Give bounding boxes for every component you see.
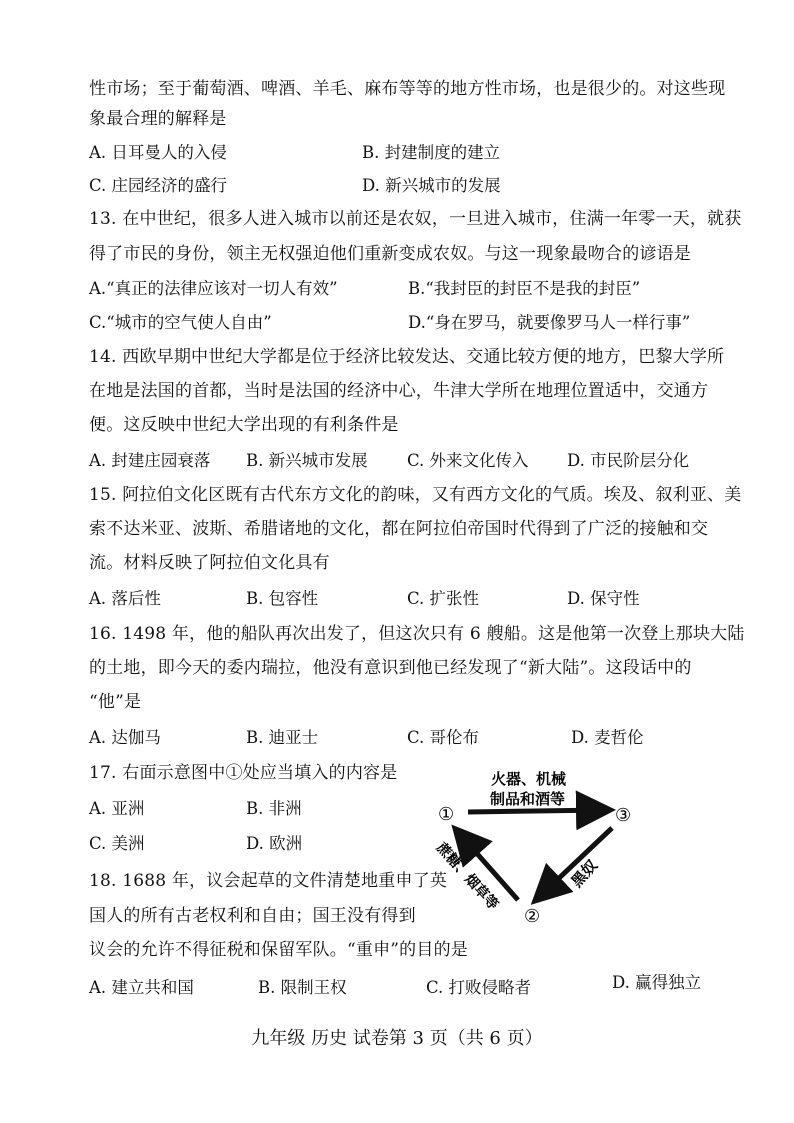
q15-line-1: 15. 阿拉伯文化区既有古代东方文化的韵味，又有西方文化的气质。埃及、叙利亚、美 (89, 485, 742, 505)
q16-line-1: 16. 1498 年，他的船队再次出发了，但这次只有 6 艘船。这是他第一次登上那块大陆 (89, 624, 745, 644)
page-footer: 九年级 历史 试卷第 3 页（共 6 页） (251, 1028, 543, 1049)
q14-option-a: A. 封建庄园衰落 (89, 451, 211, 470)
q15-line-3: 流。材料反映了阿拉伯文化具有 (89, 553, 330, 573)
q12-option-c: C. 庄园经济的盛行 (89, 176, 228, 195)
node-1-label: ① (438, 804, 455, 825)
q15-option-c: C. 扩张性 (407, 589, 480, 608)
triangle-trade-diagram (426, 762, 656, 932)
q18-option-c: C. 打败侵略者 (426, 978, 532, 997)
q15-line-2: 索不达米亚、波斯、希腊诸地的文化，都在阿拉伯帝国时代得到了广泛的接触和交 (89, 519, 709, 539)
q15-option-a: A. 落后性 (89, 589, 161, 608)
q18-option-a: A. 建立共和国 (89, 978, 194, 997)
q12-line-2: 象最合理的解释是 (89, 109, 227, 129)
q12-option-a: A. 日耳曼人的入侵 (89, 143, 227, 162)
right-arrow-label: 黑奴 (567, 856, 602, 891)
q15-option-d: D. 保守性 (567, 589, 640, 608)
q13-option-c: C.“城市的空气使人自由” (89, 313, 272, 332)
q14-line-2: 在地是法国的首都，当时是法国的经济中心，牛津大学所在地理位置适中，交通方 (89, 381, 709, 401)
arrow-1-to-3 (468, 810, 606, 812)
left-arrow-label: 蔗糖、烟草等 (433, 839, 502, 914)
q13-line-2: 得了市民的身份，领主无权强迫他们重新变成农奴。与这一现象最吻合的谚语是 (89, 244, 691, 264)
q13-line-1: 13. 在中世纪，很多人进入城市以前还是农奴，一旦进入城市，住满一年零一天，就获 (89, 209, 742, 229)
q14-option-b: B. 新兴城市发展 (246, 451, 368, 470)
q17-option-c: C. 美洲 (89, 834, 145, 853)
q14-option-c: C. 外来文化传入 (407, 451, 529, 470)
q18-option-d: D. 赢得独立 (612, 973, 702, 992)
q12-option-d: D. 新兴城市的发展 (362, 176, 501, 195)
q13-option-a: A.“真正的法律应该对一切人有效” (89, 279, 338, 298)
q18-option-b: B. 限制王权 (258, 978, 347, 997)
q18-line-1: 18. 1688 年，议会起草的文件清楚地重申了英 (89, 871, 448, 891)
q16-line-2: 的土地，即今天的委内瑞拉，他没有意识到他已经发现了“新大陆”。这段话中的 (89, 658, 692, 678)
q14-line-3: 便。这反映中世纪大学出现的有利条件是 (89, 415, 399, 435)
q12-option-b: B. 封建制度的建立 (362, 143, 501, 162)
q17-option-d: D. 欧洲 (246, 834, 303, 853)
top-arrow-label-2: 制品和酒等 (490, 790, 566, 808)
q13-option-d: D.“身在罗马，就要像罗马人一样行事” (408, 313, 691, 332)
arrow-3-to-2 (538, 828, 612, 898)
q14-line-1: 14. 西欧早期中世纪大学都是位于经济比较发达、交通比较方便的地方，巴黎大学所 (89, 347, 725, 367)
q16-option-a: A. 达伽马 (89, 728, 161, 747)
q18-line-2: 国人的所有古老权利和自由；国王没有得到 (89, 906, 416, 926)
q16-line-3: “他”是 (89, 692, 142, 712)
q16-option-b: B. 迪亚士 (246, 728, 319, 747)
q17-option-b: B. 非洲 (246, 799, 302, 818)
q17-option-a: A. 亚洲 (89, 799, 145, 818)
q16-option-d: D. 麦哲伦 (571, 728, 644, 747)
node-3-label: ③ (615, 805, 632, 826)
q14-option-d: D. 市民阶层分化 (567, 451, 690, 470)
q12-line-1: 性市场；至于葡萄酒、啤酒、羊毛、麻布等等的地方性市场，也是很少的。对这些现 (89, 79, 726, 99)
q17-line-1: 17. 右面示意图中①处应当填入的内容是 (89, 763, 398, 783)
node-2-label: ② (524, 906, 541, 927)
q16-option-c: C. 哥伦布 (407, 728, 480, 747)
q13-option-b: B.“我封臣的封臣不是我的封臣” (408, 279, 641, 298)
q15-option-b: B. 包容性 (246, 589, 319, 608)
q18-line-3: 议会的允许不得征税和保留军队。“重申”的目的是 (89, 940, 468, 960)
top-arrow-label-1: 火器、机械 (491, 770, 567, 788)
